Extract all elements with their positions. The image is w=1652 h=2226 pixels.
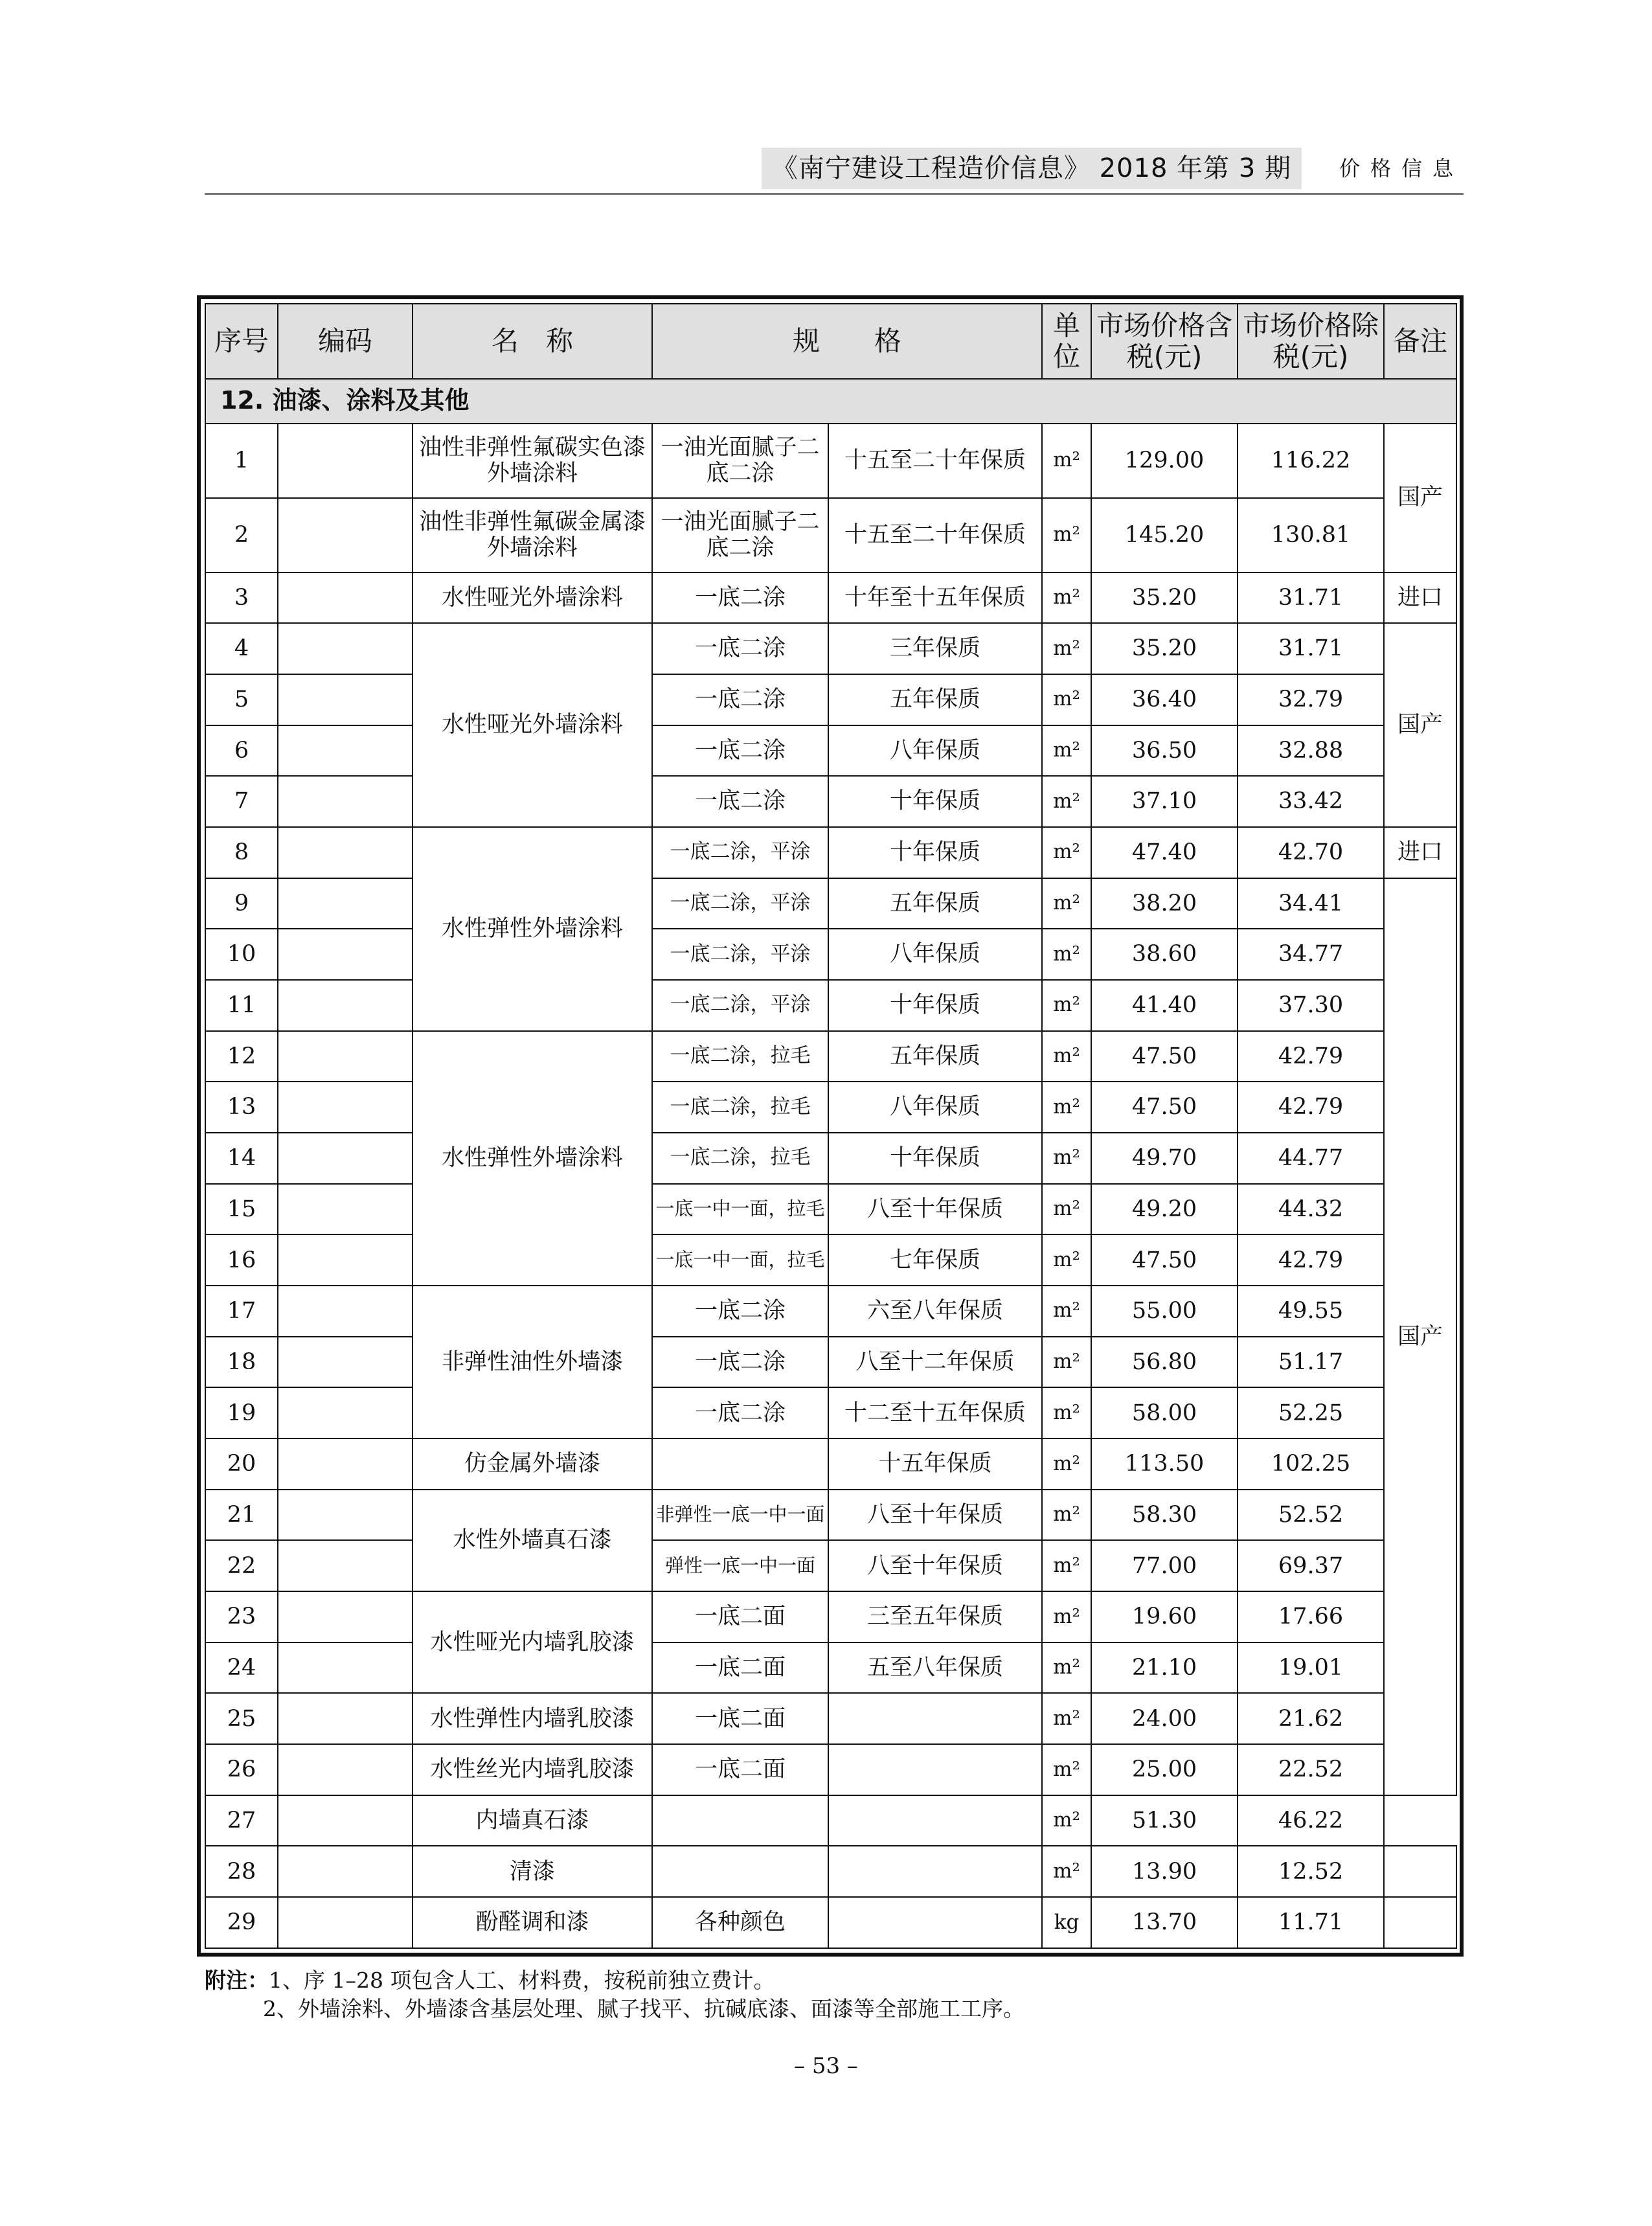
cell-price-tax: 36.50	[1091, 725, 1238, 777]
cell-spec: 一底二涂，拉毛	[652, 1082, 828, 1133]
cell-seq: 7	[205, 776, 278, 827]
cell-name: 水性哑光外墙涂料	[413, 623, 652, 827]
cell-seq: 20	[205, 1438, 278, 1490]
footnotes	[205, 1966, 1464, 2023]
cell-name: 酚醛调和漆	[413, 1897, 652, 1948]
table-row	[205, 1082, 1456, 1133]
cell-code	[278, 424, 413, 498]
cell-name: 水性弹性外墙涂料	[413, 827, 652, 1031]
cell-name: 油性非弹性氟碳实色漆外墙涂料	[413, 424, 652, 498]
table-row	[205, 776, 1456, 827]
section-name: 价格信息	[1339, 156, 1464, 181]
cell-seq: 29	[205, 1897, 278, 1948]
cell-seq: 6	[205, 725, 278, 777]
footnote-label: 附注：	[205, 1968, 269, 1993]
col-header-spec: 规 格	[652, 304, 1042, 379]
cell-unit: m²	[1042, 1133, 1091, 1184]
cell-price-notax: 116.22	[1238, 424, 1384, 498]
cell-name: 油性非弹性氟碳金属漆外墙涂料	[413, 498, 652, 573]
table-row	[205, 980, 1456, 1031]
table-row	[205, 623, 1456, 674]
cell-price-notax: 19.01	[1238, 1642, 1384, 1694]
cell-price-tax: 47.50	[1091, 1031, 1238, 1082]
footnote-line-1	[205, 1966, 1464, 1995]
cell-price-tax: 19.60	[1091, 1591, 1238, 1642]
cell-unit: m²	[1042, 1846, 1091, 1897]
cell-unit: m²	[1042, 1438, 1091, 1490]
cell-code	[278, 1490, 413, 1541]
cell-spec-warranty: 十年保质	[828, 980, 1042, 1031]
cell-price-tax: 55.00	[1091, 1286, 1238, 1337]
cell-name: 非弹性油性外墙漆	[413, 1286, 652, 1438]
section-title: 12. 油漆、涂料及其他	[205, 379, 1456, 424]
cell-price-notax: 21.62	[1238, 1693, 1384, 1744]
cell-spec-warranty	[828, 1693, 1042, 1744]
cell-unit: m²	[1042, 1540, 1091, 1591]
cell-seq: 18	[205, 1337, 278, 1388]
cell-name: 清漆	[413, 1846, 652, 1897]
cell-unit: m²	[1042, 498, 1091, 573]
cell-seq: 11	[205, 980, 278, 1031]
table-row	[205, 1642, 1456, 1694]
cell-spec	[652, 1846, 828, 1897]
table-row	[205, 1897, 1456, 1948]
col-header-unit: 单位	[1042, 304, 1091, 379]
cell-seq: 9	[205, 878, 278, 929]
cell-spec: 非弹性一底一中一面	[652, 1490, 828, 1541]
cell-price-notax: 52.25	[1238, 1387, 1384, 1438]
cell-price-tax: 49.20	[1091, 1184, 1238, 1235]
cell-price-tax: 47.50	[1091, 1234, 1238, 1286]
cell-spec-warranty: 十五年保质	[828, 1438, 1042, 1490]
page-header	[205, 148, 1464, 189]
cell-spec: 一底一中一面，拉毛	[652, 1234, 828, 1286]
cell-price-notax: 17.66	[1238, 1591, 1384, 1642]
cell-price-notax: 33.42	[1238, 776, 1384, 827]
cell-code	[278, 1591, 413, 1642]
cell-unit: m²	[1042, 1744, 1091, 1795]
cell-unit: m²	[1042, 1591, 1091, 1642]
cell-spec: 一底二涂	[652, 725, 828, 777]
cell-spec: 一底二涂	[652, 776, 828, 827]
col-header-code: 编码	[278, 304, 413, 379]
cell-remark: 国产	[1384, 623, 1456, 827]
cell-price-tax: 24.00	[1091, 1693, 1238, 1744]
cell-unit: m²	[1042, 623, 1091, 674]
col-header-remark: 备注	[1384, 304, 1456, 379]
cell-price-notax: 22.52	[1238, 1744, 1384, 1795]
cell-remark	[1384, 1897, 1456, 1948]
cell-unit: m²	[1042, 1184, 1091, 1235]
cell-seq: 23	[205, 1591, 278, 1642]
cell-spec-warranty: 十五至二十年保质	[828, 498, 1042, 573]
cell-unit: m²	[1042, 1286, 1091, 1337]
cell-code	[278, 1540, 413, 1591]
cell-code	[278, 498, 413, 573]
cell-seq: 27	[205, 1795, 278, 1846]
table-row	[205, 424, 1456, 498]
cell-seq: 16	[205, 1234, 278, 1286]
price-table	[205, 303, 1457, 1949]
cell-price-notax: 32.79	[1238, 674, 1384, 725]
cell-unit: m²	[1042, 1490, 1091, 1541]
cell-price-tax: 36.40	[1091, 674, 1238, 725]
cell-price-tax: 77.00	[1091, 1540, 1238, 1591]
cell-price-tax: 47.40	[1091, 827, 1238, 878]
cell-price-tax: 51.30	[1091, 1795, 1238, 1846]
cell-unit: m²	[1042, 929, 1091, 980]
table-row	[205, 1744, 1456, 1795]
cell-code	[278, 1133, 413, 1184]
cell-code	[278, 776, 413, 827]
table-row	[205, 827, 1456, 878]
cell-unit: m²	[1042, 878, 1091, 929]
cell-price-tax: 21.10	[1091, 1642, 1238, 1694]
cell-price-notax: 31.71	[1238, 623, 1384, 674]
cell-spec	[652, 1438, 828, 1490]
cell-spec-warranty: 八至十二年保质	[828, 1337, 1042, 1388]
cell-spec-warranty: 八至十年保质	[828, 1184, 1042, 1235]
cell-seq: 5	[205, 674, 278, 725]
table-row	[205, 1337, 1456, 1388]
table-row	[205, 1387, 1456, 1438]
cell-price-tax: 35.20	[1091, 573, 1238, 624]
cell-price-tax: 129.00	[1091, 424, 1238, 498]
cell-name: 内墙真石漆	[413, 1795, 652, 1846]
table-row	[205, 1846, 1456, 1897]
cell-price-notax: 42.70	[1238, 827, 1384, 878]
cell-spec-warranty: 五年保质	[828, 1031, 1042, 1082]
cell-seq: 24	[205, 1642, 278, 1694]
cell-price-notax: 44.32	[1238, 1184, 1384, 1235]
cell-code	[278, 827, 413, 878]
cell-code	[278, 1642, 413, 1694]
cell-code	[278, 1286, 413, 1337]
cell-seq: 19	[205, 1387, 278, 1438]
cell-spec-warranty: 三年保质	[828, 623, 1042, 674]
cell-spec: 弹性一底一中一面	[652, 1540, 828, 1591]
cell-spec: 一底二涂，平涂	[652, 929, 828, 980]
cell-price-tax: 13.90	[1091, 1846, 1238, 1897]
cell-price-notax: 49.55	[1238, 1286, 1384, 1337]
cell-price-notax: 44.77	[1238, 1133, 1384, 1184]
cell-seq: 3	[205, 573, 278, 624]
table-row	[205, 1184, 1456, 1235]
cell-unit: m²	[1042, 1387, 1091, 1438]
cell-name: 水性弹性内墙乳胶漆	[413, 1693, 652, 1744]
page-number: – 53 –	[794, 2053, 858, 2079]
cell-unit: m²	[1042, 1642, 1091, 1694]
cell-unit: m²	[1042, 1693, 1091, 1744]
table-row	[205, 1286, 1456, 1337]
publication-title: 《南宁建设工程造价信息》 2018 年第 3 期	[762, 148, 1302, 189]
cell-code	[278, 1234, 413, 1286]
cell-spec: 各种颜色	[652, 1897, 828, 1948]
cell-spec: 一底二涂，拉毛	[652, 1031, 828, 1082]
cell-spec-warranty: 十年保质	[828, 1133, 1042, 1184]
cell-unit: m²	[1042, 1031, 1091, 1082]
cell-price-tax: 13.70	[1091, 1897, 1238, 1948]
cell-price-tax: 25.00	[1091, 1744, 1238, 1795]
cell-spec: 一底二面	[652, 1642, 828, 1694]
cell-code	[278, 1693, 413, 1744]
cell-name: 仿金属外墙漆	[413, 1438, 652, 1490]
cell-seq: 15	[205, 1184, 278, 1235]
cell-price-notax: 42.79	[1238, 1234, 1384, 1286]
cell-unit: m²	[1042, 980, 1091, 1031]
cell-spec-warranty: 五至八年保质	[828, 1642, 1042, 1694]
cell-unit: m²	[1042, 776, 1091, 827]
table-row	[205, 1540, 1456, 1591]
cell-price-notax: 51.17	[1238, 1337, 1384, 1388]
cell-spec: 一底二涂，平涂	[652, 878, 828, 929]
cell-seq: 2	[205, 498, 278, 573]
table-row	[205, 1591, 1456, 1642]
cell-name: 水性哑光内墙乳胶漆	[413, 1591, 652, 1693]
cell-code	[278, 725, 413, 777]
cell-price-notax: 69.37	[1238, 1540, 1384, 1591]
cell-code	[278, 573, 413, 624]
cell-spec: 一底二涂，平涂	[652, 980, 828, 1031]
cell-spec-warranty	[828, 1897, 1042, 1948]
cell-spec-warranty	[828, 1744, 1042, 1795]
cell-price-tax: 37.10	[1091, 776, 1238, 827]
cell-price-tax: 47.50	[1091, 1082, 1238, 1133]
cell-code	[278, 878, 413, 929]
col-header-price-tax: 市场价格含税(元)	[1091, 304, 1238, 379]
cell-code	[278, 1184, 413, 1235]
table-row	[205, 1031, 1456, 1082]
cell-remark: 进口	[1384, 827, 1456, 878]
cell-code	[278, 1897, 413, 1948]
table-row	[205, 929, 1456, 980]
table-row	[205, 1133, 1456, 1184]
col-header-price-notax: 市场价格除税(元)	[1238, 304, 1384, 379]
cell-spec: 一底二涂	[652, 1337, 828, 1388]
cell-unit: m²	[1042, 674, 1091, 725]
footnote-text-2: 2、外墙涂料、外墙漆含基层处理、腻子找平、抗碱底漆、面漆等全部施工工序。	[263, 1996, 1024, 2021]
cell-price-tax: 38.20	[1091, 878, 1238, 929]
cell-code	[278, 1337, 413, 1388]
cell-spec-warranty: 五年保质	[828, 674, 1042, 725]
cell-price-tax: 113.50	[1091, 1438, 1238, 1490]
cell-code	[278, 1082, 413, 1133]
table-row	[205, 725, 1456, 777]
table-row	[205, 674, 1456, 725]
cell-seq: 21	[205, 1490, 278, 1541]
cell-spec-warranty: 十年保质	[828, 776, 1042, 827]
cell-price-notax: 42.79	[1238, 1082, 1384, 1133]
cell-price-notax: 37.30	[1238, 980, 1384, 1031]
cell-price-notax: 42.79	[1238, 1031, 1384, 1082]
cell-spec-warranty: 十年至十五年保质	[828, 573, 1042, 624]
cell-name: 水性外墙真石漆	[413, 1490, 652, 1591]
cell-seq: 28	[205, 1846, 278, 1897]
cell-unit: m²	[1042, 424, 1091, 498]
col-header-seq: 序号	[205, 304, 278, 379]
cell-seq: 26	[205, 1744, 278, 1795]
cell-price-notax: 46.22	[1238, 1795, 1384, 1846]
cell-spec: 一油光面腻子二底二涂	[652, 498, 828, 573]
cell-spec: 一底二涂，平涂	[652, 827, 828, 878]
cell-spec-warranty: 八年保质	[828, 929, 1042, 980]
cell-spec: 一底二面	[652, 1591, 828, 1642]
cell-spec: 一油光面腻子二底二涂	[652, 424, 828, 498]
cell-unit: m²	[1042, 1337, 1091, 1388]
cell-remark: 国产	[1384, 878, 1456, 1795]
cell-unit: kg	[1042, 1897, 1091, 1948]
cell-price-notax: 34.41	[1238, 878, 1384, 929]
header-rule	[205, 193, 1464, 195]
cell-seq: 25	[205, 1693, 278, 1744]
cell-price-tax: 35.20	[1091, 623, 1238, 674]
table-row	[205, 498, 1456, 573]
table-header-row	[205, 304, 1456, 379]
cell-seq: 17	[205, 1286, 278, 1337]
cell-unit: m²	[1042, 725, 1091, 777]
cell-spec: 一底二涂	[652, 623, 828, 674]
table-row	[205, 1234, 1456, 1286]
cell-remark: 进口	[1384, 573, 1456, 624]
cell-seq: 13	[205, 1082, 278, 1133]
cell-unit: m²	[1042, 827, 1091, 878]
cell-price-notax: 34.77	[1238, 929, 1384, 980]
cell-seq: 8	[205, 827, 278, 878]
cell-price-notax: 31.71	[1238, 573, 1384, 624]
cell-price-notax: 12.52	[1238, 1846, 1384, 1897]
section-row	[205, 379, 1456, 424]
cell-spec-warranty: 三至五年保质	[828, 1591, 1042, 1642]
cell-spec-warranty: 十五至二十年保质	[828, 424, 1042, 498]
table-row	[205, 573, 1456, 624]
cell-spec-warranty: 十年保质	[828, 827, 1042, 878]
cell-price-tax: 49.70	[1091, 1133, 1238, 1184]
cell-spec-warranty: 十二至十五年保质	[828, 1387, 1042, 1438]
cell-spec-warranty: 八至十年保质	[828, 1490, 1042, 1541]
cell-spec	[652, 1795, 828, 1846]
cell-code	[278, 674, 413, 725]
cell-spec-warranty: 七年保质	[828, 1234, 1042, 1286]
cell-seq: 14	[205, 1133, 278, 1184]
cell-code	[278, 1846, 413, 1897]
cell-spec: 一底二涂	[652, 674, 828, 725]
cell-price-tax: 58.30	[1091, 1490, 1238, 1541]
cell-spec: 一底二面	[652, 1744, 828, 1795]
footnote-text-1: 1、序 1–28 项包含人工、材料费，按税前独立费计。	[269, 1968, 775, 1993]
cell-name: 水性哑光外墙涂料	[413, 573, 652, 624]
cell-seq: 22	[205, 1540, 278, 1591]
cell-spec-warranty: 六至八年保质	[828, 1286, 1042, 1337]
cell-seq: 1	[205, 424, 278, 498]
cell-code	[278, 1387, 413, 1438]
cell-price-tax: 145.20	[1091, 498, 1238, 573]
cell-spec: 一底二涂	[652, 1387, 828, 1438]
table-row	[205, 1490, 1456, 1541]
cell-unit: m²	[1042, 1234, 1091, 1286]
price-table-frame	[197, 295, 1464, 1957]
cell-spec-warranty	[828, 1846, 1042, 1897]
table-row	[205, 1693, 1456, 1744]
cell-price-tax: 58.00	[1091, 1387, 1238, 1438]
cell-spec: 一底二涂	[652, 573, 828, 624]
cell-remark	[1384, 1846, 1456, 1897]
cell-price-tax: 38.60	[1091, 929, 1238, 980]
cell-name: 水性丝光内墙乳胶漆	[413, 1744, 652, 1795]
cell-price-notax: 102.25	[1238, 1438, 1384, 1490]
cell-spec-warranty: 八至十年保质	[828, 1540, 1042, 1591]
cell-code	[278, 1031, 413, 1082]
cell-spec: 一底一中一面，拉毛	[652, 1184, 828, 1235]
cell-seq: 10	[205, 929, 278, 980]
cell-spec: 一底二涂	[652, 1286, 828, 1337]
cell-price-tax: 56.80	[1091, 1337, 1238, 1388]
cell-seq: 12	[205, 1031, 278, 1082]
cell-spec: 一底二涂，拉毛	[652, 1133, 828, 1184]
cell-remark: 国产	[1384, 424, 1456, 573]
cell-spec-warranty: 五年保质	[828, 878, 1042, 929]
cell-unit: m²	[1042, 1082, 1091, 1133]
cell-price-notax: 32.88	[1238, 725, 1384, 777]
cell-spec-warranty	[828, 1795, 1042, 1846]
cell-code	[278, 929, 413, 980]
cell-price-notax: 11.71	[1238, 1897, 1384, 1948]
table-row	[205, 1438, 1456, 1490]
cell-spec: 一底二面	[652, 1693, 828, 1744]
cell-price-notax: 52.52	[1238, 1490, 1384, 1541]
table-row	[205, 1795, 1456, 1846]
cell-name: 水性弹性外墙涂料	[413, 1031, 652, 1286]
cell-price-tax: 41.40	[1091, 980, 1238, 1031]
cell-price-notax: 130.81	[1238, 498, 1384, 573]
cell-code	[278, 1795, 413, 1846]
cell-code	[278, 1438, 413, 1490]
cell-spec-warranty: 八年保质	[828, 1082, 1042, 1133]
cell-code	[278, 623, 413, 674]
cell-unit: m²	[1042, 1795, 1091, 1846]
cell-code	[278, 980, 413, 1031]
cell-spec-warranty: 八年保质	[828, 725, 1042, 777]
cell-code	[278, 1744, 413, 1795]
table-row	[205, 878, 1456, 929]
cell-seq: 4	[205, 623, 278, 674]
col-header-name: 名 称	[413, 304, 652, 379]
cell-unit: m²	[1042, 573, 1091, 624]
